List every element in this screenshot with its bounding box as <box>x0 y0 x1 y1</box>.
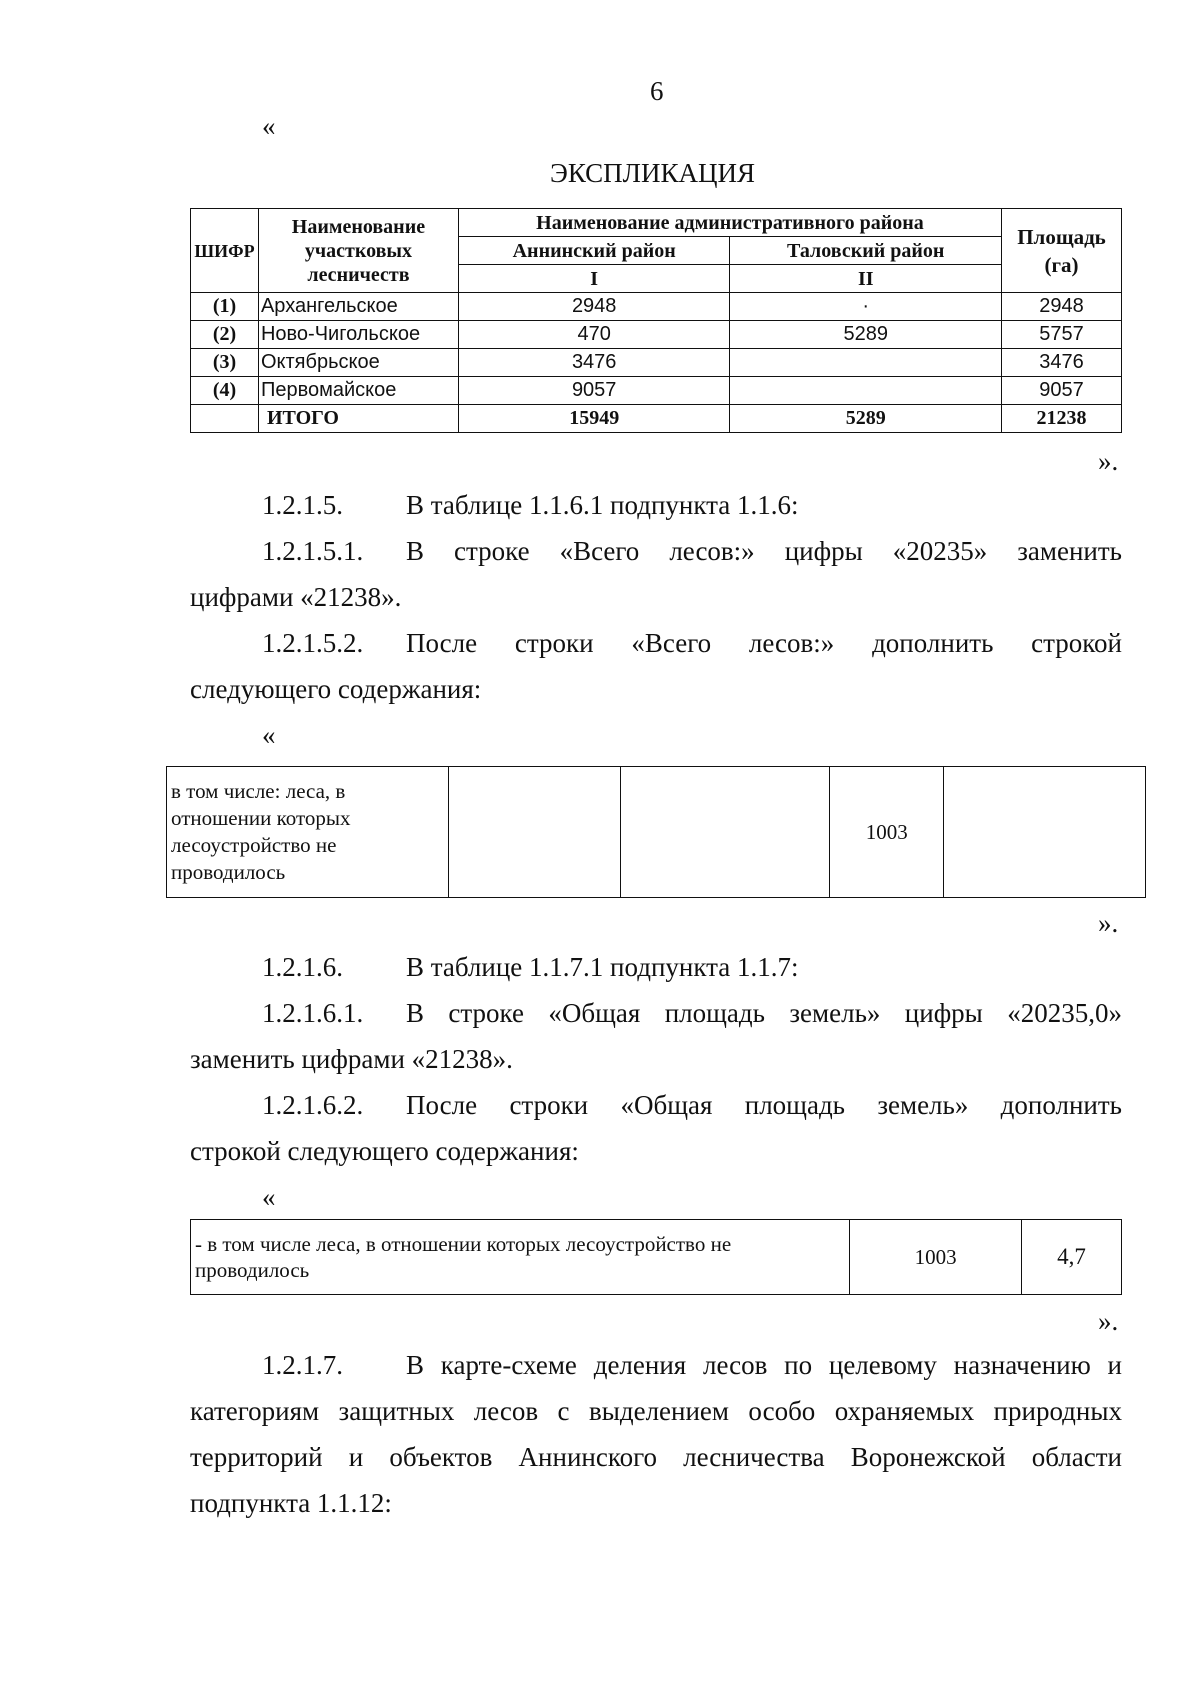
clause-text: В карте-схеме деления лесов по целевому назначению и <box>406 1350 1122 1380</box>
clause-text: В таблице 1.1.6.1 подпункта 1.1.6: <box>406 490 799 520</box>
row-value-district2: · <box>730 293 1002 321</box>
clause-number: 1.2.1.6.2. <box>262 1090 364 1120</box>
insert-row-table-1 <box>166 766 1146 898</box>
header-forestry-name: Наименование участковых лесничеств <box>258 209 458 293</box>
page-number: 6 <box>650 76 664 106</box>
row-name: Ново-Чигольское <box>258 321 458 349</box>
insert2-value: 1003 <box>850 1220 1022 1295</box>
row-code: (3) <box>191 349 259 377</box>
row-value-district2: 5289 <box>730 321 1002 349</box>
close-quote: ». <box>1098 908 1119 938</box>
row-name: Первомайское <box>258 377 458 405</box>
insert2-label: - в том числе леса, в отношении которых лесоустройство не проводилось <box>191 1220 850 1295</box>
clause-text: категориям защитных лесов с выделением особо охраняемых природных <box>190 1396 1122 1426</box>
explication-table <box>190 208 1122 433</box>
document-title: ЭКСПЛИКАЦИЯ <box>550 158 755 188</box>
clause-number: 1.2.1.6. <box>262 952 343 982</box>
header-district-group: Наименование административного района <box>458 209 1001 237</box>
close-quote: ». <box>1098 1306 1119 1336</box>
table-row <box>191 377 1122 405</box>
row-value-district2 <box>730 349 1002 377</box>
table-row <box>191 321 1122 349</box>
total-row <box>191 405 1122 433</box>
insert2-percent: 4,7 <box>1022 1220 1122 1295</box>
open-quote: « <box>262 111 276 141</box>
insert1-empty-cell <box>944 767 1146 898</box>
header-district2-number: II <box>730 265 1002 293</box>
clause-text: подпункта 1.1.12: <box>190 1488 392 1518</box>
clause-number: 1.2.1.5.2. <box>262 628 364 658</box>
clause-text: После строки «Всего лесов:» дополнить строкой <box>406 628 1122 658</box>
clause-text: территорий и объектов Аннинского лесничества Воронежской области <box>190 1442 1122 1472</box>
insert1-label: в том числе: леса, в отношении которых лесоустройство не проводилось <box>167 767 449 898</box>
clause-number: 1.2.1.6.1. <box>262 998 364 1028</box>
clause-text: В строке «Всего лесов:» цифры «20235» заменить <box>406 536 1122 566</box>
row-value-district1: 470 <box>458 321 730 349</box>
clause-text: следующего содержания: <box>190 674 482 704</box>
row-value-district1: 2948 <box>458 293 730 321</box>
clause-text: заменить цифрами «21238». <box>190 1044 513 1074</box>
insert1-empty-cell <box>448 767 620 898</box>
clause-text: В таблице 1.1.7.1 подпункта 1.1.7: <box>406 952 799 982</box>
open-quote: « <box>262 720 276 750</box>
row-code: (1) <box>191 293 259 321</box>
clause-text: В строке «Общая площадь земель» цифры «20235,0» <box>406 998 1122 1028</box>
row-code: (4) <box>191 377 259 405</box>
clause-number: 1.2.1.5. <box>262 490 343 520</box>
clause-text: После строки «Общая площадь земель» дополнить <box>406 1090 1122 1120</box>
total-label: ИТОГО <box>258 405 458 433</box>
clause-number: 1.2.1.7. <box>262 1350 343 1380</box>
row-value-district1: 9057 <box>458 377 730 405</box>
table-row <box>191 293 1122 321</box>
header-district1-number: I <box>458 265 730 293</box>
header-district-talovaya: Таловский район <box>730 237 1002 265</box>
header-code: ШИФР <box>191 209 259 293</box>
table-row <box>167 767 1146 898</box>
clause-text: цифрами «21238». <box>190 582 402 612</box>
row-total: 3476 <box>1002 349 1122 377</box>
row-code: (2) <box>191 321 259 349</box>
table-row <box>191 1220 1122 1295</box>
insert1-value: 1003 <box>830 767 944 898</box>
row-name: Архангельское <box>258 293 458 321</box>
row-value-district2 <box>730 377 1002 405</box>
total-row-code-cell <box>191 405 259 433</box>
close-quote: ». <box>1098 446 1119 476</box>
row-total: 5757 <box>1002 321 1122 349</box>
total-district2: 5289 <box>730 405 1002 433</box>
open-quote: « <box>262 1182 276 1212</box>
total-area: 21238 <box>1002 405 1122 433</box>
row-value-district1: 3476 <box>458 349 730 377</box>
table-row <box>191 349 1122 377</box>
row-name: Октябрьское <box>258 349 458 377</box>
header-district-annino: Аннинский район <box>458 237 730 265</box>
insert1-empty-cell <box>620 767 830 898</box>
header-area: Площадь (га) <box>1002 209 1122 293</box>
clause-number: 1.2.1.5.1. <box>262 536 364 566</box>
total-district1: 15949 <box>458 405 730 433</box>
row-total: 2948 <box>1002 293 1122 321</box>
insert-row-table-2 <box>190 1219 1122 1295</box>
row-total: 9057 <box>1002 377 1122 405</box>
clause-text: строкой следующего содержания: <box>190 1136 579 1166</box>
